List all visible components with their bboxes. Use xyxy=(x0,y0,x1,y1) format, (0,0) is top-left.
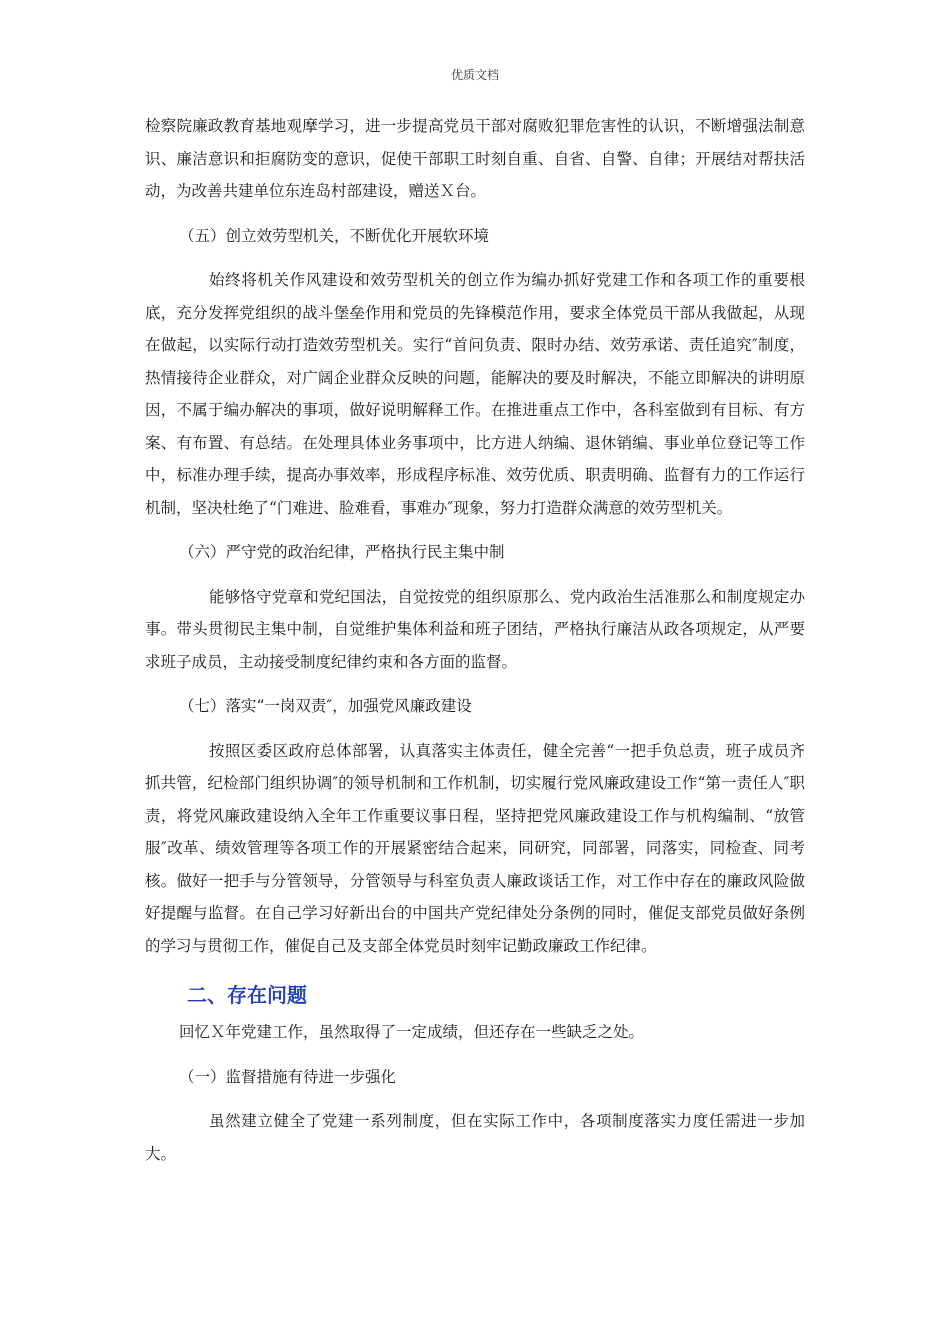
page-header: 优质文档 xyxy=(450,68,499,82)
subheading-1: （一）监督措施有待进一步强化 xyxy=(179,1067,397,1086)
document-body xyxy=(145,110,805,1170)
subheading-6: （六）严守党的政治纪律，严格执行民主集中制 xyxy=(179,543,505,561)
subheading-5: （五）创立效劳型机关，不断优化开展软环境 xyxy=(179,226,490,245)
paragraph-review: 回忆Ｘ年党建工作，虽然取得了一定成绩，但还存在一些缺乏之处。 xyxy=(179,1023,645,1041)
subheading-7: （七）落实“一岗双责″，加强党风廉政建设 xyxy=(179,697,472,715)
paragraph-service-agency: 始终将机关作风建设和效劳型机关的创立作为编办抓好党建工作和各项工作的重要根底，充分发挥党组织的战斗堡垒作用和党员的先锋模范作用，要求全体党员干部从我做起，从现在做起，以实际行动打造效劳型机关。实行“首问负责、限时办结、效劳承诺、责任追究″制度，热情接待企业群众，对广阔企业群众反映的问题，能解决的要及时解决，不能立即解决的讲明原因，不属于编办解决的事项，做好说明解释工作。在推进重点工作中，各科室做到有目标、有方案、有布置、有总结。在处理具体业务事项中，比方进人纳编、退休销编、事业单位登记等工作中，标准办理手续，提高办事效率，形成程序标准、效劳优质、职责明确、监督有力的工作运行机制，坚决杜绝了“门难进、脸难看，事难办″现象，努力打造群众满意的效劳型机关。 xyxy=(145,271,805,517)
paragraph-supervision: 虽然建立健全了党建一系列制度，但在实际工作中，各项制度落实力度任需进一步加大。 xyxy=(145,1112,805,1163)
paragraph-integrity: 按照区委区政府总体部署，认真落实主体责任，健全完善“一把手负总责，班子成员齐抓共管，纪检部门组织协调″的领导机制和工作机制，切实履行党风廉政建设工作“第一责任人″职责，将党风廉政建设纳入全年工作重要议事日程，坚持把党风廉政建设工作与机构编制、“放管服″改革、绩效管理等各项工作的开展紧密结合起来，同研究，同部署，同落实，同检查、同考核。做好一把手与分管领导，分管领导与科室负责人廉政谈话工作，对工作中存在的廉政风险做好提醒与监督。在自己学习好新出台的中国共产党纪律处分条例的同时，催促支部党员做好条例的学习与贯彻工作，催促自己及支部全体党员时刻牢记勤政廉政工作纪律。 xyxy=(145,741,805,955)
paragraph-continuation: 检察院廉政教育基地观摩学习，进一步提高党员干部对腐败犯罪危害性的认识，不断增强法制意识、廉洁意识和拒腐防变的意识，促使干部职工时刻自重、自省、自警、自律；开展结对帮扶活动，为改善共建单位东连岛村部建设，赠送Ｘ台。 xyxy=(145,117,805,200)
paragraph-discipline: 能够恪守党章和党纪国法，自觉按党的组织原那么、党内政治生活准那么和制度规定办事。带头贯彻民主集中制，自觉维护集体利益和班子团结，严格执行廉洁从政各项规定，从严要求班子成员，主动接受制度纪律约束和各方面的监督。 xyxy=(145,587,805,671)
section-heading-problems: 二、存在问题 xyxy=(187,983,307,1007)
